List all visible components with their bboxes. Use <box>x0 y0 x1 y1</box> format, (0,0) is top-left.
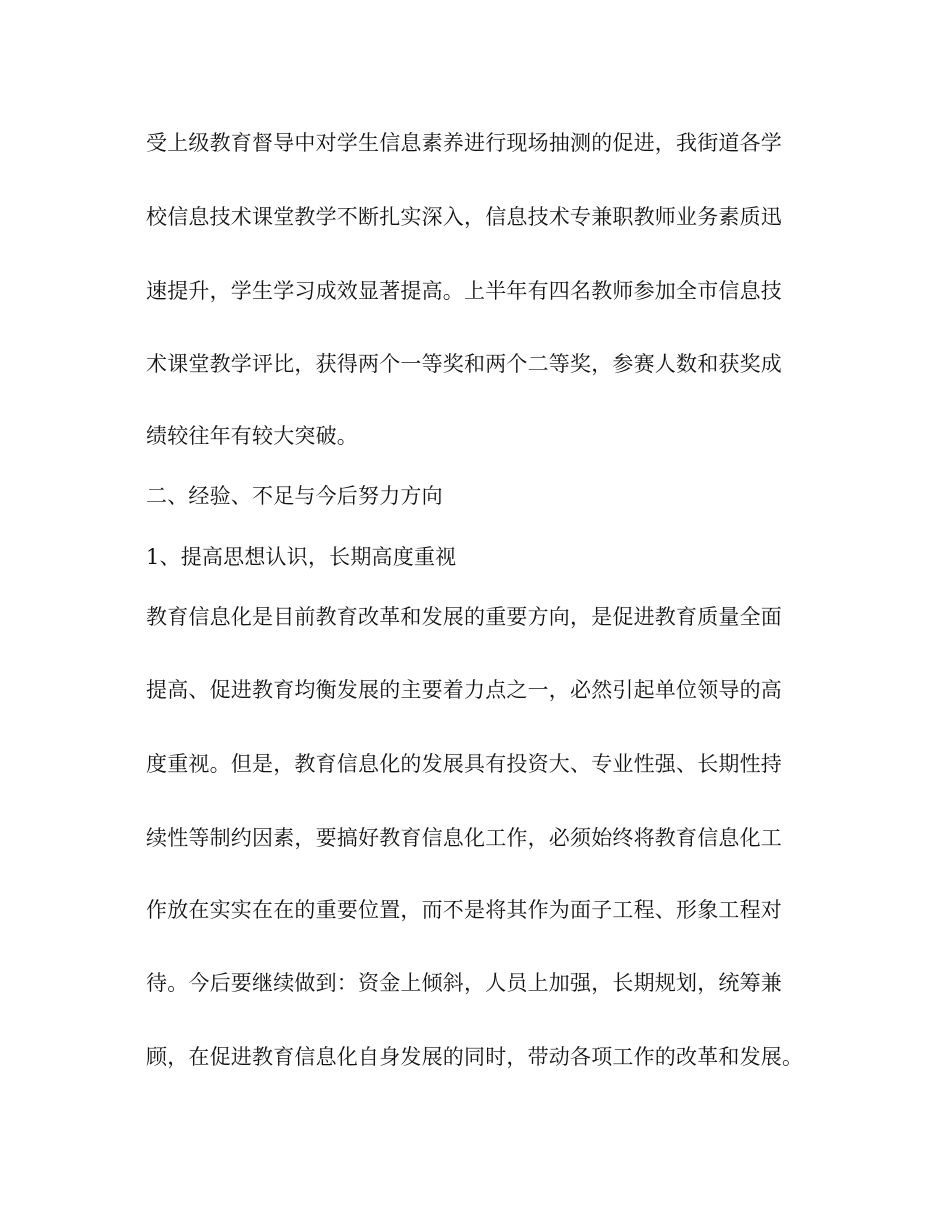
paragraph-2-line-3: 度重视。但是，教育信息化的发展具有投资大、专业性强、长期性持 <box>146 752 782 776</box>
section-heading: 二、经验、不足与今后努力方向 <box>146 484 443 508</box>
paragraph-2-line-6: 待。今后要继续做到：资金上倾斜，人员上加强，长期规划，统筹兼 <box>146 971 782 995</box>
paragraph-1-line-4: 术课堂教学评比，获得两个一等奖和两个二等奖，参赛人数和获奖成 <box>146 352 782 376</box>
paragraph-2-line-4: 续性等制约因素，要搞好教育信息化工作，必须始终将教育信息化工 <box>146 826 782 850</box>
paragraph-1-line-5: 绩较往年有较大突破。 <box>146 424 358 448</box>
paragraph-2-line-1: 教育信息化是目前教育改革和发展的重要方向，是促进教育质量全面 <box>146 605 782 629</box>
paragraph-2-line-5: 作放在实实在在的重要位置，而不是将其作为面子工程、形象工程对 <box>146 898 782 922</box>
paragraph-1-line-3: 速提升，学生学习成效显著提高。上半年有四名教师参加全市信息技 <box>146 279 782 303</box>
subsection-heading: 1、提高思想认识，长期高度重视 <box>146 545 457 569</box>
paragraph-2-line-2: 提高、促进教育均衡发展的主要着力点之一，必然引起单位领导的高 <box>146 678 782 702</box>
paragraph-1-line-2: 校信息技术课堂教学不断扎实深入，信息技术专兼职教师业务素质迅 <box>146 205 782 229</box>
paragraph-1-line-1: 受上级教育督导中对学生信息素养进行现场抽测的促进，我街道各学 <box>146 131 782 155</box>
paragraph-2-line-7: 顾，在促进教育信息化自身发展的同时，带动各项工作的改革和发展。 <box>146 1045 804 1069</box>
